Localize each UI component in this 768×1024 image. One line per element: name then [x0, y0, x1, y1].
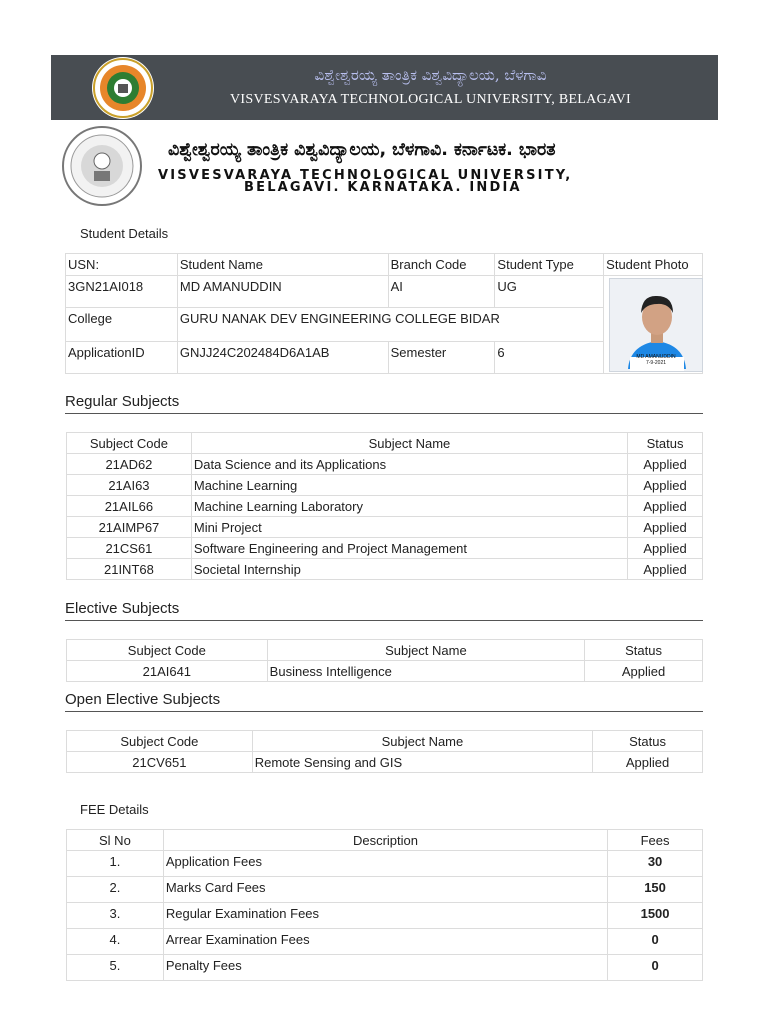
- column-header: Subject Code: [67, 731, 253, 752]
- header-title-line2: BELAGAVI. KARNATAKA. INDIA: [244, 180, 522, 195]
- table-row: [67, 559, 703, 580]
- regular-subjects-table: [66, 432, 703, 580]
- column-header: Status: [585, 640, 703, 661]
- application-id-label: ApplicationID: [66, 342, 178, 374]
- semester-value: 6: [495, 342, 604, 374]
- subject-name: Remote Sensing and GIS: [252, 752, 592, 773]
- table-header-row: [67, 830, 703, 851]
- fee-amount: 0: [608, 929, 703, 955]
- subject-name: Software Engineering and Project Management: [191, 538, 627, 559]
- table-row: [67, 538, 703, 559]
- photo-caption: [610, 354, 702, 366]
- photo-caption-date: 7-9-2021: [645, 360, 666, 366]
- usn-label: USN:: [66, 254, 178, 276]
- student-photo-label: Student Photo: [604, 254, 703, 276]
- student-name-label: Student Name: [177, 254, 388, 276]
- fee-sl-no: 1.: [67, 851, 164, 877]
- usn-value: 3GN21AI018: [66, 276, 178, 308]
- banner-title-kannada: ವಿಶ್ವೇಶ್ವರಯ್ಯ ತಾಂತ್ರಿಕ ವಿಶ್ವವಿದ್ಯಾಲಯ, ಬೆಳಗಾವಿ: [314, 66, 547, 84]
- student-type-label: Student Type: [495, 254, 604, 276]
- subject-code: 21AD62: [67, 454, 192, 475]
- table-header-row: [67, 640, 703, 661]
- subject-code: 21AIL66: [67, 496, 192, 517]
- table-row: [67, 752, 703, 773]
- student-photo: [609, 278, 703, 372]
- photo-caption-name: MD AMANUDDIN: [636, 354, 676, 360]
- open-elective-subjects-table: [66, 730, 703, 773]
- table-row: [67, 851, 703, 877]
- subject-status: Applied: [593, 752, 703, 773]
- fee-sl-no: 4.: [67, 929, 164, 955]
- column-header: Subject Name: [267, 640, 584, 661]
- subject-status: Applied: [628, 559, 703, 580]
- student-name-value: MD AMANUDDIN: [177, 276, 388, 308]
- elective-subjects-table: [66, 639, 703, 682]
- subject-code: 21AIMP67: [67, 517, 192, 538]
- fee-amount: 1500: [608, 903, 703, 929]
- fee-amount: 150: [608, 877, 703, 903]
- subject-status: Applied: [585, 661, 703, 682]
- application-id-value: GNJJ24C202484D6A1AB: [177, 342, 388, 374]
- fee-sl-no: 2.: [67, 877, 164, 903]
- open-elective-subjects-title: Open Elective Subjects: [65, 691, 703, 712]
- student-type-value: UG: [495, 276, 604, 308]
- column-header: Sl No: [67, 830, 164, 851]
- semester-label: Semester: [388, 342, 495, 374]
- subject-code: 21CS61: [67, 538, 192, 559]
- fee-sl-no: 5.: [67, 955, 164, 981]
- column-header: Subject Name: [252, 731, 592, 752]
- table-row: [67, 454, 703, 475]
- college-label: College: [66, 308, 178, 342]
- subject-name: Machine Learning Laboratory: [191, 496, 627, 517]
- subject-code: 21AI63: [67, 475, 192, 496]
- column-header: Description: [163, 830, 607, 851]
- subject-name: Societal Internship: [191, 559, 627, 580]
- column-header: Subject Code: [67, 433, 192, 454]
- university-banner: [51, 55, 718, 120]
- column-header: Fees: [608, 830, 703, 851]
- fee-details-table: [66, 829, 703, 981]
- subject-name: Mini Project: [191, 517, 627, 538]
- subject-status: Applied: [628, 538, 703, 559]
- fee-amount: 30: [608, 851, 703, 877]
- table-row: [67, 661, 703, 682]
- header-title-line1: VISVESVARAYA TECHNOLOGICAL UNIVERSITY,: [158, 168, 573, 183]
- table-row: [67, 475, 703, 496]
- subject-name: Business Intelligence: [267, 661, 584, 682]
- fee-description: Regular Examination Fees: [163, 903, 607, 929]
- table-row: [67, 517, 703, 538]
- table-row: [67, 903, 703, 929]
- fee-details-label: FEE Details: [80, 802, 149, 817]
- regular-subjects-title: Regular Subjects: [65, 393, 703, 414]
- college-value: GURU NANAK DEV ENGINEERING COLLEGE BIDAR: [177, 308, 603, 342]
- branch-code-label: Branch Code: [388, 254, 495, 276]
- fee-description: Arrear Examination Fees: [163, 929, 607, 955]
- column-header: Subject Code: [67, 640, 268, 661]
- fee-amount: 0: [608, 955, 703, 981]
- table-row: [67, 496, 703, 517]
- student-details-label: Student Details: [80, 226, 169, 241]
- header-title-kannada: ವಿಶ್ವೇಶ್ವರಯ್ಯ ತಾಂತ್ರಿಕ ವಿಶ್ವವಿದ್ಯಾಲಯ, ಬೆಳಗಾವಿ. ಕರ್ನಾಟಕ. ಭಾರತ: [168, 140, 556, 160]
- university-seal-icon: [61, 125, 143, 207]
- column-header: Subject Name: [191, 433, 627, 454]
- subject-status: Applied: [628, 454, 703, 475]
- fee-description: Application Fees: [163, 851, 607, 877]
- subject-code: 21INT68: [67, 559, 192, 580]
- column-header: Status: [628, 433, 703, 454]
- fee-description: Penalty Fees: [163, 955, 607, 981]
- fee-sl-no: 3.: [67, 903, 164, 929]
- elective-subjects-title: Elective Subjects: [65, 600, 703, 621]
- branch-code-value: AI: [388, 276, 495, 308]
- table-row: [67, 955, 703, 981]
- table-row: [67, 929, 703, 955]
- subject-name: Data Science and its Applications: [191, 454, 627, 475]
- subject-status: Applied: [628, 517, 703, 538]
- table-row: [67, 877, 703, 903]
- subject-name: Machine Learning: [191, 475, 627, 496]
- banner-title-english: VISVESVARAYA TECHNOLOGICAL UNIVERSITY, BELAGAVI: [230, 92, 631, 107]
- column-header: Status: [593, 731, 703, 752]
- fee-description: Marks Card Fees: [163, 877, 607, 903]
- table-header-row: [67, 731, 703, 752]
- subject-status: Applied: [628, 475, 703, 496]
- subject-code: 21AI641: [67, 661, 268, 682]
- subject-status: Applied: [628, 496, 703, 517]
- student-details-table: [65, 253, 703, 374]
- table-header-row: [67, 433, 703, 454]
- subject-code: 21CV651: [67, 752, 253, 773]
